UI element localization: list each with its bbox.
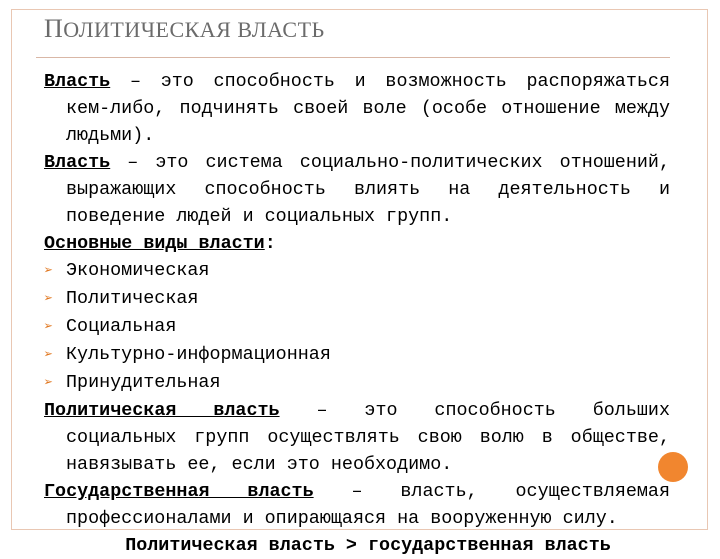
- definition-state-power-line1: – власть, осуществляемая: [313, 481, 671, 502]
- types-heading: [44, 230, 670, 257]
- term-state-power: Государственная власть: [44, 481, 314, 502]
- term-political-power: Политическая власть: [44, 400, 280, 421]
- list-item: [44, 257, 670, 285]
- definition-power-1: [44, 68, 670, 149]
- arrow-bullet-icon: ➢: [44, 319, 54, 336]
- list-item-label: Политическая: [66, 288, 199, 309]
- arrow-bullet-icon: ➢: [44, 263, 54, 280]
- list-item-label: Культурно-информационная: [66, 344, 331, 365]
- definition-political-power-rest: социальных групп осуществлять свою волю в обществе, навязывать ее, если это необходимо.: [66, 427, 670, 475]
- definition-power-2: [44, 149, 670, 230]
- list-item: [44, 369, 670, 397]
- list-item-label: Принудительная: [66, 372, 221, 393]
- arrow-bullet-icon: ➢: [44, 291, 54, 308]
- term-power-2: Власть: [44, 152, 111, 173]
- definition-state-power-rest: профессионалами и опирающаяся на вооруженную силу.: [66, 508, 618, 529]
- list-item: [44, 285, 670, 313]
- types-colon: :: [264, 233, 276, 254]
- list-item-label: Социальная: [66, 316, 177, 337]
- title-rest: ОЛИТИЧЕСКАЯ ВЛАСТЬ: [63, 17, 325, 42]
- term-power-1: Власть: [44, 71, 111, 92]
- definition-power-2-line1: – это система социально-политических отношений,: [110, 152, 670, 173]
- definition-power-1-rest: кем-либо, подчинять своей воле (особе отношение между людьми).: [66, 98, 670, 146]
- list-item: [44, 313, 670, 341]
- slide-content: [44, 68, 670, 559]
- title-divider: [36, 57, 670, 58]
- definition-political-power-line1: – это способность больших: [279, 400, 670, 421]
- arrow-bullet-icon: ➢: [44, 375, 54, 392]
- list-item-label: Экономическая: [66, 260, 210, 281]
- title-capital: П: [44, 14, 64, 43]
- arrow-bullet-icon: ➢: [44, 347, 54, 364]
- list-item: [44, 341, 670, 369]
- conclusion: Политическая власть > государственная власть: [125, 535, 611, 556]
- slide-badge-circle: [658, 452, 688, 482]
- term-types: Основные виды власти: [44, 233, 265, 254]
- definition-state-power: [44, 478, 670, 532]
- definition-power-1-line1: – это способность и возможность распоряжаться: [110, 71, 670, 92]
- definition-power-2-rest: выражающих способность влиять на деятельность и поведение людей и социальных групп.: [66, 179, 670, 227]
- slide-title: [44, 14, 325, 44]
- definition-political-power: [44, 397, 670, 478]
